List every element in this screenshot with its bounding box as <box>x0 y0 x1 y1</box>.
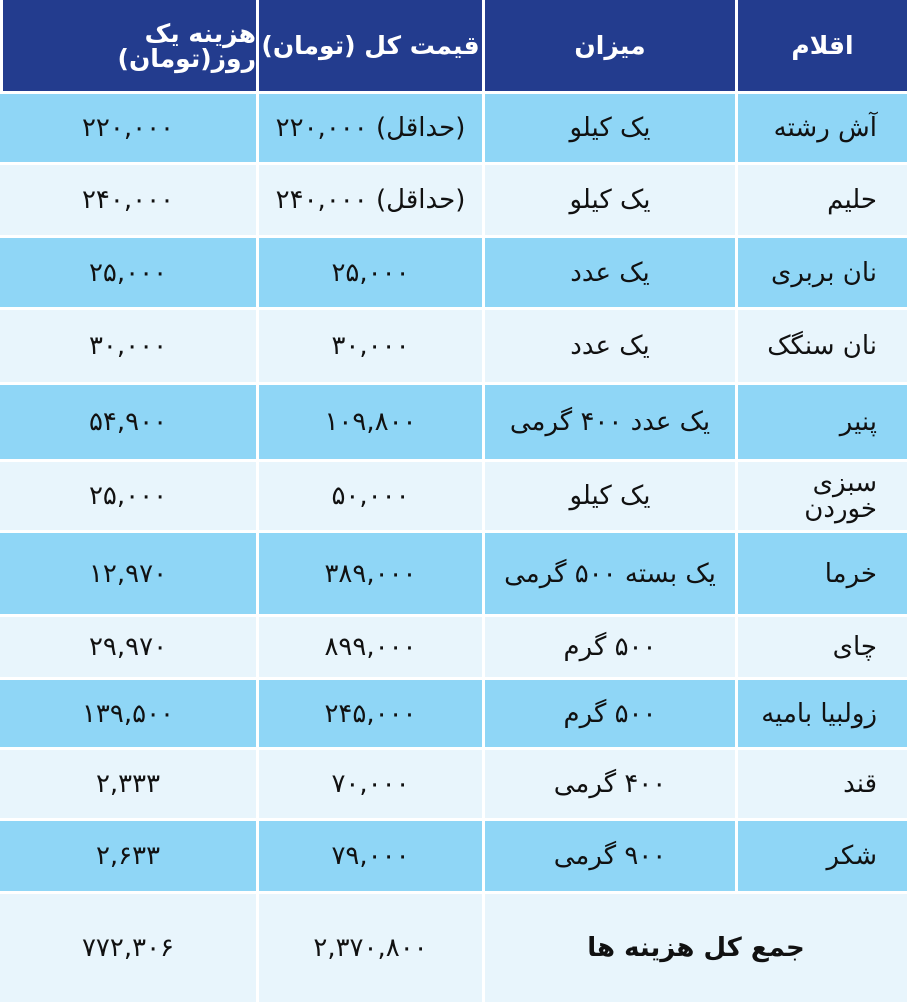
item-cell: زولبیا بامیه <box>735 680 907 747</box>
quantity-cell: ۹۰۰ گرمی <box>482 821 735 891</box>
quantity-cell: یک بسته ۵۰۰ گرمی <box>482 533 735 614</box>
quantity-cell: یک کیلو <box>482 94 735 162</box>
total-price-cell: ۲۴۵,۰۰۰ <box>256 680 482 747</box>
total-price-cell: ۷۰,۰۰۰ <box>256 750 482 818</box>
table-row <box>0 94 907 162</box>
item-cell: چای <box>735 617 907 677</box>
daily-cost-cell: ۱۳۹,۵۰۰ <box>0 680 256 747</box>
item-cell: حلیم <box>735 165 907 235</box>
table-row <box>0 310 907 382</box>
total-price-cell: ۷۹,۰۰۰ <box>256 821 482 891</box>
table-row <box>0 385 907 459</box>
table-row <box>0 238 907 307</box>
daily-cost-cell: ۳۰,۰۰۰ <box>0 310 256 382</box>
quantity-cell: یک کیلو <box>482 462 735 530</box>
daily-cost-cell: ۲,۳۳۳ <box>0 750 256 818</box>
quantity-cell: ۵۰۰ گرم <box>482 680 735 747</box>
item-cell: نان بربری <box>735 238 907 307</box>
summary-daily-cost: ۷۷۲,۳۰۶ <box>0 894 256 1002</box>
total-price-cell: (حداقل) ۲۴۰,۰۰۰ <box>256 165 482 235</box>
table-header <box>0 0 907 91</box>
table-row <box>0 617 907 677</box>
quantity-cell: ۵۰۰ گرم <box>482 617 735 677</box>
total-price-cell: ۵۰,۰۰۰ <box>256 462 482 530</box>
total-price-cell: ۳۰,۰۰۰ <box>256 310 482 382</box>
item-cell: خرما <box>735 533 907 614</box>
quantity-cell: یک عدد <box>482 238 735 307</box>
quantity-cell: یک عدد ۴۰۰ گرمی <box>482 385 735 459</box>
daily-cost-cell: ۲۴۰,۰۰۰ <box>0 165 256 235</box>
total-price-cell: ۱۰۹,۸۰۰ <box>256 385 482 459</box>
summary-label: جمع کل هزینه ها <box>482 894 907 1002</box>
header-quantity: میزان <box>482 0 735 91</box>
header-item: اقلام <box>735 0 907 91</box>
item-cell: پنیر <box>735 385 907 459</box>
item-cell: نان سنگک <box>735 310 907 382</box>
daily-cost-cell: ۲۵,۰۰۰ <box>0 462 256 530</box>
item-cell: سبزی خوردن <box>735 462 907 530</box>
daily-cost-cell: ۱۲,۹۷۰ <box>0 533 256 614</box>
daily-cost-cell: ۲۵,۰۰۰ <box>0 238 256 307</box>
header-total-price: قیمت کل (تومان) <box>256 0 482 91</box>
header-daily-cost: هزینه یک روز(تومان) <box>0 0 256 91</box>
quantity-cell: ۴۰۰ گرمی <box>482 750 735 818</box>
table-row <box>0 165 907 235</box>
table-row <box>0 750 907 818</box>
total-price-cell: (حداقل) ۲۲۰,۰۰۰ <box>256 94 482 162</box>
daily-cost-cell: ۲۲۰,۰۰۰ <box>0 94 256 162</box>
item-cell: شکر <box>735 821 907 891</box>
total-price-cell: ۲۵,۰۰۰ <box>256 238 482 307</box>
total-price-cell: ۸۹۹,۰۰۰ <box>256 617 482 677</box>
quantity-cell: یک کیلو <box>482 165 735 235</box>
total-price-cell: ۳۸۹,۰۰۰ <box>256 533 482 614</box>
table-row <box>0 821 907 891</box>
summary-row <box>0 894 907 1002</box>
daily-cost-cell: ۲,۶۳۳ <box>0 821 256 891</box>
daily-cost-cell: ۲۹,۹۷۰ <box>0 617 256 677</box>
daily-cost-cell: ۵۴,۹۰۰ <box>0 385 256 459</box>
table-row <box>0 680 907 747</box>
table-row <box>0 533 907 614</box>
summary-total-price: ۲,۳۷۰,۸۰۰ <box>256 894 482 1002</box>
table-row <box>0 462 907 530</box>
quantity-cell: یک عدد <box>482 310 735 382</box>
item-cell: آش رشته <box>735 94 907 162</box>
item-cell: قند <box>735 750 907 818</box>
